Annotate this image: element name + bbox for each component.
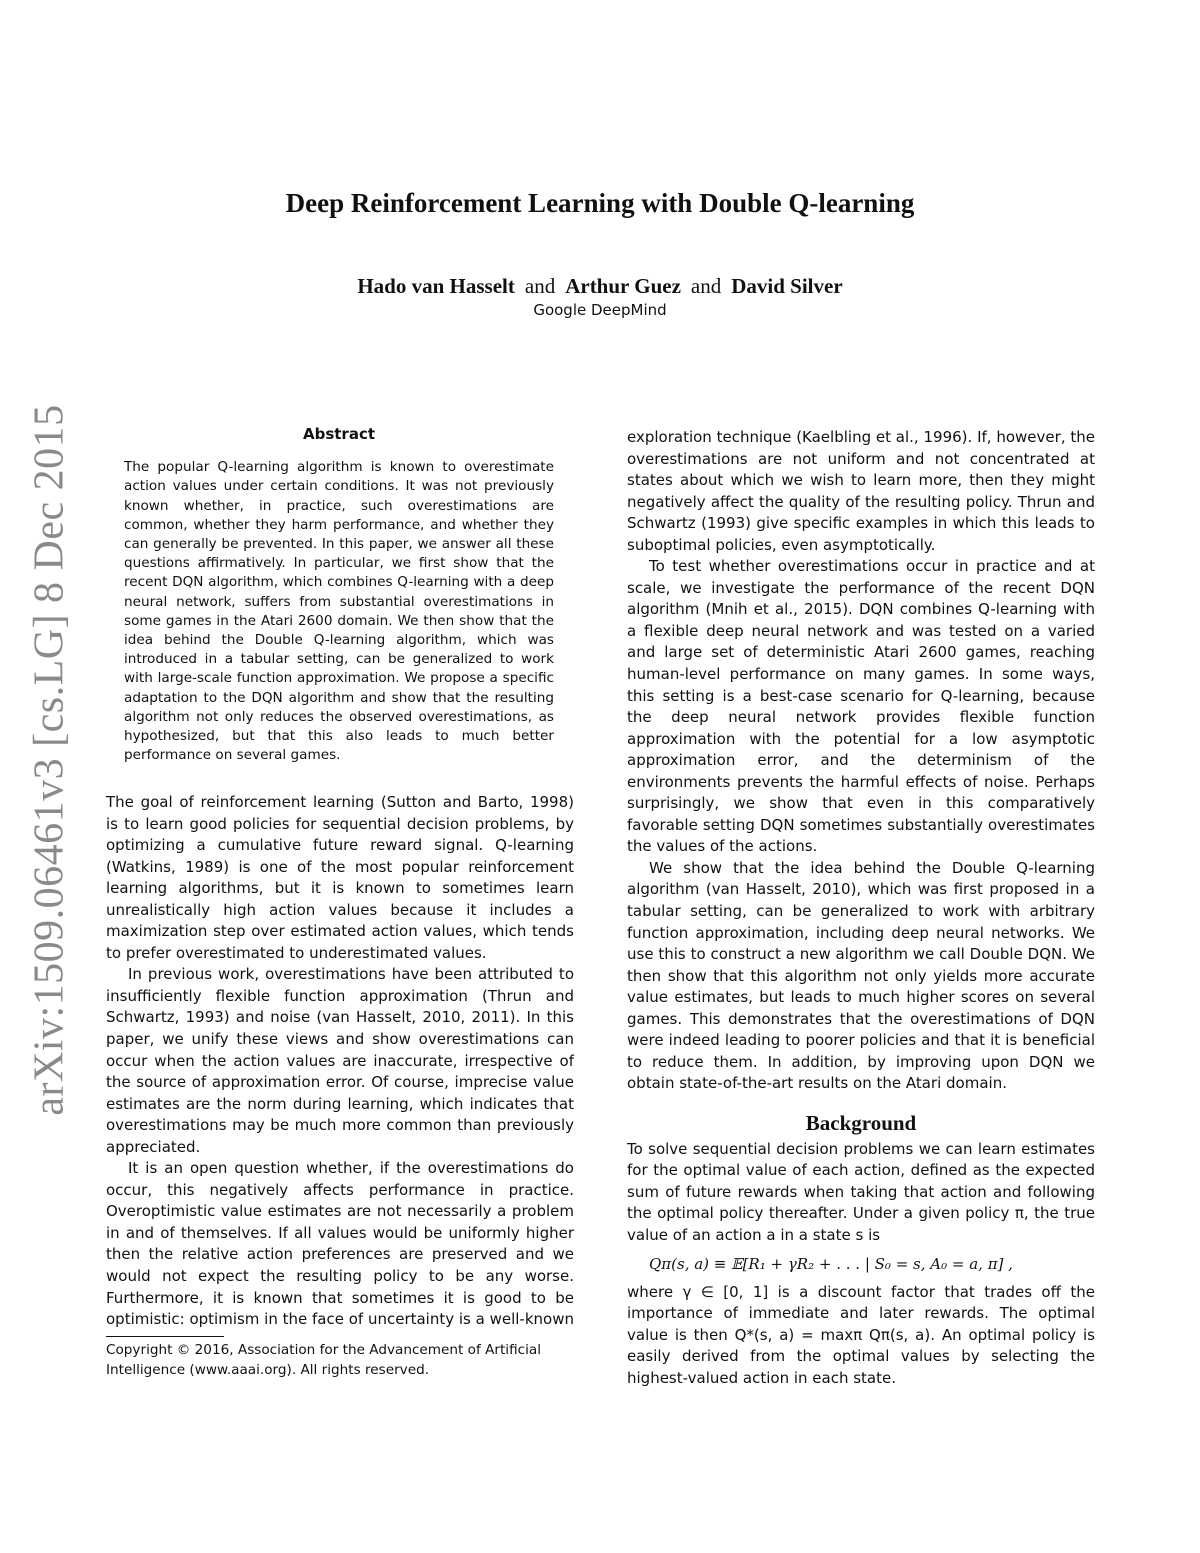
footnote-rule — [106, 1336, 224, 1337]
paragraph: where γ ∈ [0, 1] is a discount factor that trades off the importance of immediate and later rewards. The optimal value is then Q*(s, a) = maxπ Qπ(s, a). An optimal policy is easily derived from the optimal values by selecting the highest-valued action in each state. — [627, 1282, 1095, 1387]
author-separator: and — [690, 274, 722, 298]
author-name: Hado van Hasselt — [357, 274, 515, 298]
copyright-footnote: Copyright © 2016, Association for the Advancement of Artificial Intelligence (www.aaai.org). All rights reserved. — [106, 1342, 541, 1378]
equation: Qπ(s, a) ≡ 𝔼[R₁ + γR₂ + . . . | S₀ = s, A₀ = a, π] , — [649, 1255, 1013, 1274]
arxiv-stamp-text: arXiv:1509.06461v3 [cs.LG] 8 Dec 2015 — [27, 404, 74, 1116]
author-list — [0, 274, 1200, 299]
right-column — [627, 427, 1095, 1390]
paragraph: We show that the idea behind the Double Q-learning algorithm (van Hasselt, 2010), which was first proposed in a tabular setting, can be generalized to work with arbitrary function approximation, including deep neural networks. We use this to construct a new algorithm we call Double DQN. We then show that this algorithm not only yields more accurate value estimates, but leads to much higher scores on several games. This demonstrates that the overestimations of DQN were indeed leading to poorer policies and that it is beneficial to reduce them. In addition, by improving upon DQN we obtain state-of-the-art results on the Atari domain. — [627, 858, 1095, 1093]
paragraph: To solve sequential decision problems we can learn estimates for the optimal value of each action, defined as the expected sum of future rewards when taking that action and following the optimal policy thereafter. Under a given policy π, the true value of an action a in a state s is — [627, 1139, 1095, 1244]
section-heading-background: Background — [805, 1110, 917, 1135]
abstract-heading: Abstract — [302, 425, 376, 443]
author-name: David Silver — [731, 274, 843, 298]
arxiv-stamp — [27, 404, 74, 1116]
affiliation: Google DeepMind — [533, 301, 667, 319]
left-column — [106, 792, 574, 1331]
paragraph: It is an open question whether, if the overestimations do occur, this negatively affects performance in practice. Overoptimistic value estimates are not necessarily a problem in and of themselves. If all values would be uniformly higher then the relative action preferences are preserved and we would not expect the resulting policy to be any worse. Furthermore, it is known that sometimes it is good to be optimistic: optimism in the face of uncertainty is a well-known — [106, 1159, 574, 1329]
paragraph: In previous work, overestimations have been attributed to insufficiently flexible function approximation (Thrun and Schwartz, 1993) and noise (van Hasselt, 2010, 2011). In this paper, we unify these views and show overestimations can occur when the action values are inaccurate, irrespective of the source of approximation error. Of course, imprecise value estimates are the norm during learning, which indicates that overestimations may be much more common than previously appreciated. — [106, 965, 574, 1156]
author-separator: and — [524, 274, 556, 298]
abstract-text: The popular Q-learning algorithm is known to overestimate action values under certain conditions. It was not previously known whether, in practice, such overestimations are common, whether they harm performance, and whether they can generally be prevented. In this paper, we answer all these questions affirmatively. In particular, we first show that the recent DQN algorithm, which combines Q-learning with a deep neural network, suffers from substantial overestimations in some games in the Atari 2600 domain. We then show that the idea behind the Double Q-learning algorithm, which was introduced in a tabular setting, can be generalized to work with large-scale function approximation. We propose a specific adaptation to the DQN algorithm and show that the resulting algorithm not only reduces the observed overestimations, as hypothesized, but that this also leads to much better performance on several games. — [124, 459, 554, 764]
paper-title: Deep Reinforcement Learning with Double Q-learning — [285, 188, 915, 218]
paragraph: To test whether overestimations occur in practice and at scale, we investigate the performance of the recent DQN algorithm (Mnih et al., 2015). DQN combines Q-learning with a flexible deep neural network and was tested on a varied and large set of deterministic Atari 2600 games, reaching human-level performance on many games. In some ways, this setting is a best-case scenario for Q-learning, because the deep neural network provides flexible function approximation with the potential for a low asymptotic approximation error, and the determinism of the environments prevents the harmful effects of noise. Perhaps surprisingly, we show that even in this comparatively favorable setting DQN sometimes substantially overestimates the values of the actions. — [627, 557, 1095, 856]
paragraph: The goal of reinforcement learning (Sutton and Barto, 1998) is to learn good policies for sequential decision problems, by optimizing a cumulative future reward signal. Q-learning (Watkins, 1989) is one of the most popular reinforcement learning algorithms, but it is known to sometimes learn unrealistically high action values because it includes a maximization step over estimated action values, which tends to prefer overestimated to underestimated values. — [106, 793, 574, 962]
author-name: Arthur Guez — [565, 274, 681, 298]
paragraph: exploration technique (Kaelbling et al., 1996). If, however, the overestimations are not uniform and not concentrated at states about which we wish to learn more, then they might negatively affect the quality of the resulting policy. Thrun and Schwartz (1993) give specific examples in which this leads to suboptimal policies, even asymptotically. — [627, 428, 1095, 554]
abstract — [124, 425, 554, 765]
